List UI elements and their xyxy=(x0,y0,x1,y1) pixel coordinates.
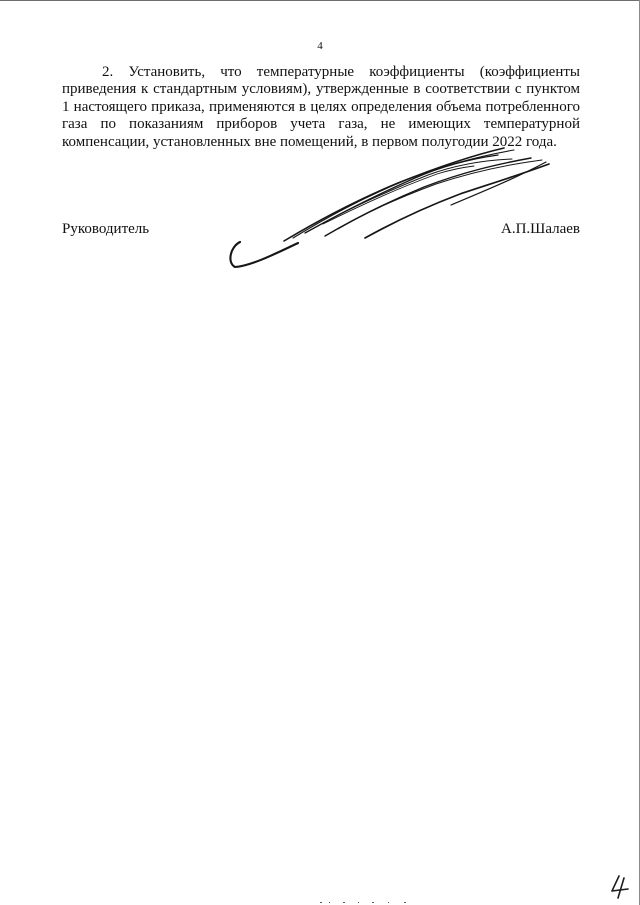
signer-name: А.П.Шалаев xyxy=(501,221,580,237)
scan-speckles xyxy=(320,901,420,904)
handwritten-signature-icon xyxy=(222,140,562,270)
page-number: 4 xyxy=(317,40,323,52)
handwritten-page-number-icon xyxy=(609,874,631,900)
signer-role: Руководитель xyxy=(62,221,150,237)
order-paragraph-2: 2. Установить, что температурные коэффициенты (коэффициенты приведения к стандартным условиям), утвержденные в соответствии с пунктом 1 настоящего приказа, применяются в целях определения объема потребленного газа по показаниям приборов учета газа, не имеющих температурной компенсации, установленных вне помещений, в первом полугодии 2022 года. xyxy=(62,64,580,150)
page-top-edge xyxy=(0,0,640,1)
